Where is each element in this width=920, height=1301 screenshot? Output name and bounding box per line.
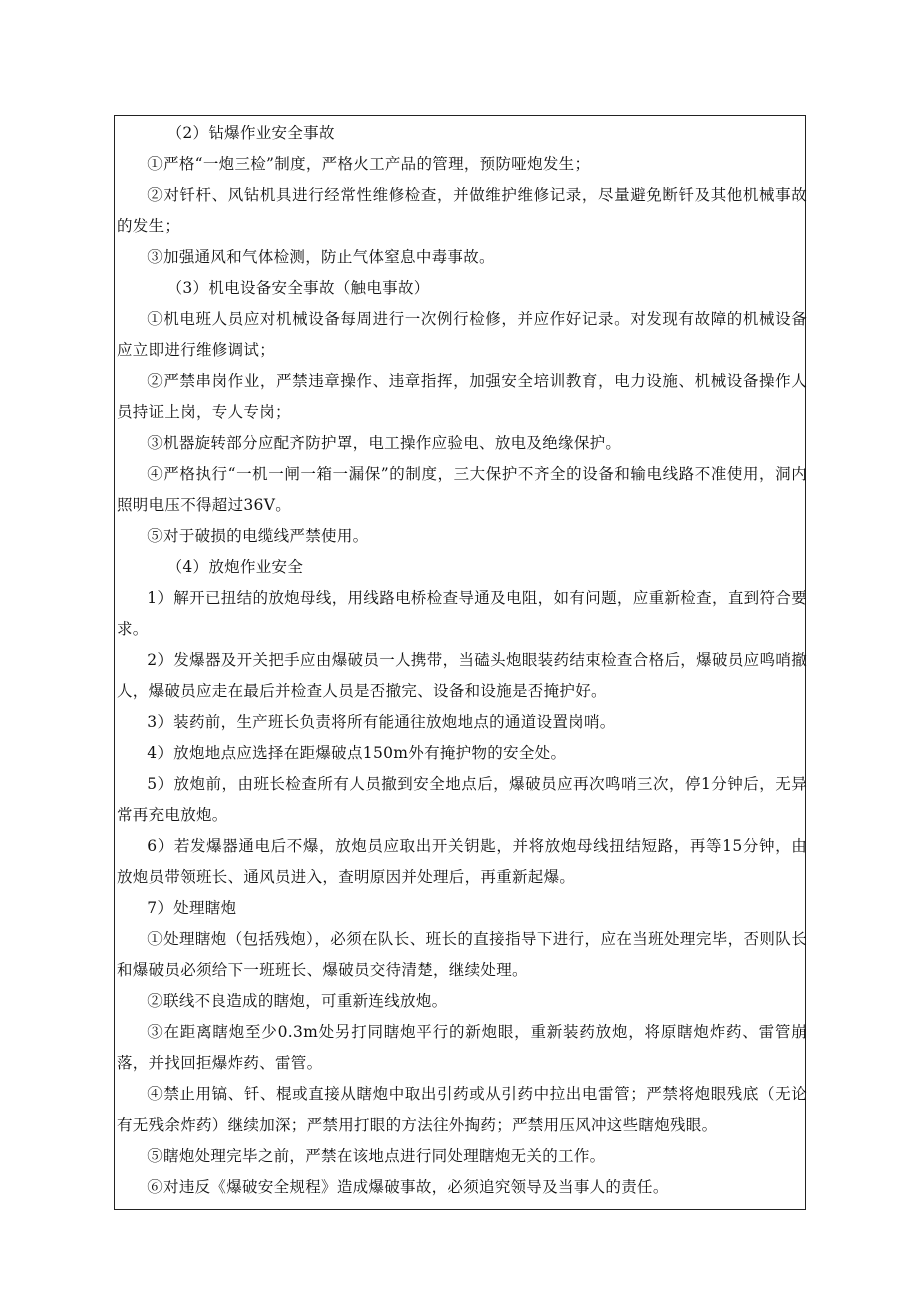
paragraph: ⑤瞎炮处理完毕之前，严禁在该地点进行同处理瞎炮无关的工作。 (147, 1147, 606, 1165)
paragraph: ⑥对违反《爆破安全规程》造成爆破事故，必须追究领导及当事人的责任。 (147, 1178, 669, 1196)
section-heading-blasting-operation: （4）放炮作业安全 (166, 558, 304, 576)
paragraph: 6）若发爆器通电后不爆，放炮员应取出开关钥匙，并将放炮母线扭结短路，再等15分钟，由放炮员带领班长、通风员进入，查明原因并处理后，再重新起爆。 (117, 837, 807, 886)
paragraph: 5）放炮前，由班长检查所有人员撤到安全地点后，爆破员应再次鸣哨三次，停1分钟后，无异常再充电放炮。 (117, 775, 807, 824)
section-heading-drilling-blasting: （2）钻爆作业安全事故 (166, 124, 335, 142)
paragraph: ②联线不良造成的瞎炮，可重新连线放炮。 (147, 992, 448, 1010)
section-heading-electromechanical: （3）机电设备安全事故（触电事故） (166, 279, 430, 297)
document-body (117, 118, 807, 1203)
paragraph: 4）放炮地点应选择在距爆破点150m外有掩护物的安全处。 (147, 744, 567, 762)
paragraph: ②严禁串岗作业，严禁违章操作、违章指挥，加强安全培训教育，电力设施、机械设备操作人员持证上岗，专人专岗； (117, 372, 807, 421)
subsection-heading-misfire: 7）处理瞎炮 (147, 899, 237, 917)
paragraph: ①处理瞎炮（包括残炮），必须在队长、班长的直接指导下进行，应在当班处理完毕，否则队长和爆破员必须给下一班班长、爆破员交待清楚，继续处理。 (117, 930, 807, 979)
paragraph: 1）解开已扭结的放炮母线，用线路电桥检查导通及电阻，如有问题，应重新检查，直到符合要求。 (117, 589, 807, 638)
paragraph: ①严格“一炮三检”制度，严格火工产品的管理，预防哑炮发生； (147, 155, 591, 173)
paragraph: ②对钎杆、风钻机具进行经常性维修检查，并做维护维修记录，尽量避免断钎及其他机械事故的发生； (117, 186, 807, 235)
paragraph: ③加强通风和气体检测，防止气体窒息中毒事故。 (147, 248, 495, 266)
paragraph: ③机器旋转部分应配齐防护罩，电工操作应验电、放电及绝缘保护。 (147, 434, 622, 452)
paragraph: ④严格执行“一机一闸一箱一漏保”的制度，三大保护不齐全的设备和输电线路不准使用，洞内照明电压不得超过36V。 (117, 465, 807, 514)
paragraph: ①机电班人员应对机械设备每周进行一次例行检修，并应作好记录。对发现有故障的机械设备应立即进行维修调试； (117, 310, 807, 359)
paragraph: ④禁止用镐、钎、棍或直接从瞎炮中取出引药或从引药中拉出电雷管；严禁将炮眼残底（无论有无残余炸药）继续加深；严禁用打眼的方法往外掏药；严禁用压风冲这些瞎炮残眼。 (117, 1085, 807, 1134)
paragraph: ⑤对于破损的电缆线严禁使用。 (147, 527, 369, 545)
paragraph: 3）装药前，生产班长负责将所有能通往放炮地点的通道设置岗哨。 (147, 713, 616, 731)
paragraph: ③在距离瞎炮至少0.3m处另打同瞎炮平行的新炮眼，重新装药放炮，将原瞎炮炸药、雷管崩落，并找回拒爆炸药、雷管。 (117, 1023, 807, 1072)
paragraph: 2）发爆器及开关把手应由爆破员一人携带，当磕头炮眼装药结束检查合格后，爆破员应鸣哨撤人，爆破员应走在最后并检查人员是否撤完、设备和设施是否掩护好。 (117, 651, 807, 700)
